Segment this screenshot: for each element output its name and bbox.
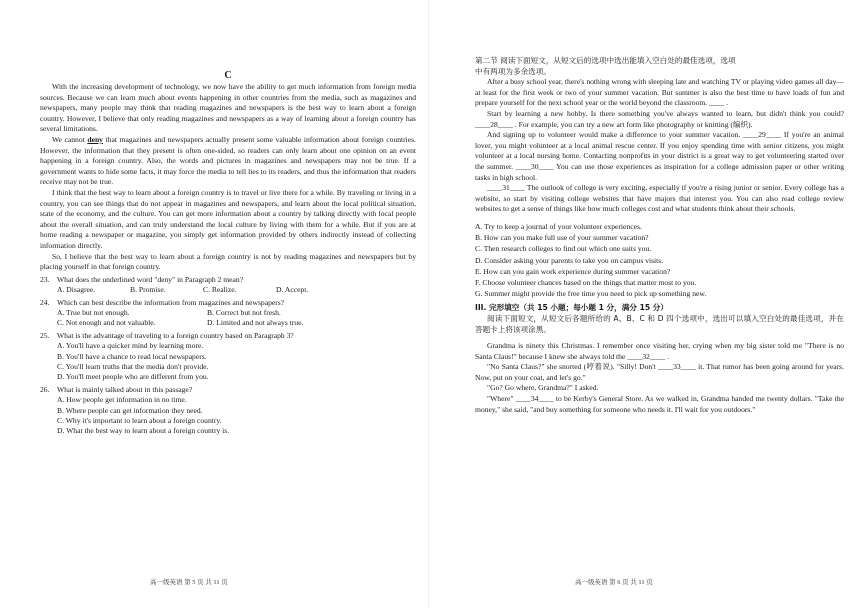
question-stem: What is mainly talked about in this passage? [57, 384, 193, 394]
section3-instructions: 阅读下面短文，从短文后各题所给的 A、B、C 和 D 四个选项中，选出可以填入空白处的最佳选项，并在答题卡上将该项涂黑。 [475, 313, 844, 334]
option-f: F. Choose volunteer chances based on the things that matter most to you. [475, 277, 697, 287]
option-c: C. You'll learn truths that the media don't provide. [57, 361, 209, 371]
page-footer: 高一级英语 第 5 页 共 11 页 [150, 579, 228, 586]
question-stem: Which can best describe the information from magazines and newspapers? [57, 297, 285, 307]
question-stem: What does the underlined word "deny" in Paragraph 2 mean? [57, 274, 244, 284]
answer-options [475, 221, 844, 299]
passage-paragraph-4: So, I believe that the best way to learn about a foreign country is not by reading magazines and newspapers but by placing yourself in that foreign country. [40, 251, 416, 272]
question-number: 26. [40, 384, 50, 394]
right-page [430, 0, 860, 608]
option-d: D. Limited and not always true. [207, 318, 304, 328]
passage-paragraph-3: I think that the best way to learn about a foreign country is to travel or live there for a while. By traveling or living in a country, you can see things that do not appear in magazines and newspapers, and learn about the local political situation, state of the economy, and the culture. You can get more information about a country by talking directly with local people about the overall situation, and can truly understand the local culture by living with them for a while. But if you are at home reading a newspaper or magazine, you simply get information provided by others indirectly instead of collecting information directly. [40, 187, 416, 250]
option-b: B. Correct but not fresh. [207, 307, 281, 317]
option-c: C. Why it's important to learn about a foreign country. [57, 415, 222, 425]
option-a: A. How people get information in no time. [57, 395, 187, 405]
question-number: 24. [40, 297, 50, 307]
underlined-word-deny: deny [87, 134, 103, 144]
page-footer: 高一级英语 第 6 页 共 11 页 [575, 579, 653, 586]
cloze-paragraph-4: "Where" ____34____ to be Kerby's General Store. As we walked in, Grandma handed me twenty dollars. "Take the money," she said, "and buy something for someone who needs it. I'll wait for you outdoors." [475, 394, 844, 414]
option-b: B. You'll have a chance to read local newspapers. [57, 351, 207, 361]
option-a: A. True but not enough. [57, 307, 130, 317]
option-b: B. Where people can get information they need. [57, 405, 203, 415]
p2-start: We cannot [52, 134, 88, 144]
option-b: B. Promise. [130, 285, 166, 295]
option-d: D. What the best way to learn about a foreign country is. [57, 426, 230, 436]
section-letter: C [224, 70, 232, 81]
reading-paragraph-2: Start by learning a new hobby. Is there something you've always wanted to learn, but didn't think you could? ____28____ . For example, you can try a new art form like photography or knitting (编织). [475, 108, 844, 129]
question-stem: What is the advantage of traveling to a foreign country based on Paragraph 3? [57, 330, 294, 340]
question-number: 23. [40, 274, 50, 284]
option-b: B. How can you make full use of your summer vacation? [475, 233, 649, 243]
option-a: A. Disagree. [57, 285, 96, 295]
reading-paragraph-3: And signing up to volunteer would make a difference to your summer vacation. ____29____ If you're an animal lover, you might volunteer at a local animal rescue center. If you enjoy spending time with senior citizens, you might volunteer at a local nursing home. Contacting nonprofits in your district is a great way to get volunteering started over the summer. ____30____ You can use those experiences as inspiration for a college admission paper or other writing tasks in high school. [475, 130, 844, 182]
question-24 [40, 298, 416, 329]
cloze-paragraph-1: Grandma is ninety this Christmas. I remember once visiting her, crying when my big sister told me "There is no Santa Claus!" because I knew she always told the ____32____ . [475, 341, 844, 361]
option-c: C. Realize. [203, 285, 237, 295]
option-e: E. How can you gain work experience during summer vacation? [475, 266, 671, 276]
section3-title: III. 完形填空（共 15 小题；每小题 1 分，满分 15 分） [475, 303, 668, 313]
option-a: A. Try to keep a journal of your volunteer experiences. [475, 221, 642, 231]
section2-heading-line1: 第二节 阅读下面短文，从短文后的选项中选出能填入空白处的最佳选项，选项 [475, 56, 736, 65]
reading-paragraph-4: ____31____ The outlook of college is very exciting, especially if you're a rising junior or senior. Every college has a website, so start by visiting college websites that have majors that interest you. You can also read college review websites to get a sense of things like how much colleges cost and what students think about their schools. [475, 183, 844, 214]
passage-paragraph-1: With the increasing development of technology, we now have the ability to get much information from foreign media sources. Because we can learn much about events happening in other countries from the media, such as magazines and newspapers, many people may think that reading magazines and newspapers is the best way to learn about a foreign country. However, I believe that only reading magazines and newspapers as a way of learning about a foreign country has several limitations. [40, 82, 416, 134]
option-g: G. Summer might provide the free time you need to pick up something new. [475, 289, 707, 299]
cloze-paragraph-3: "Go? Go where, Grandma?" I asked. [487, 383, 599, 393]
option-a: A. You'll have a quicker mind by learning more. [57, 341, 204, 351]
question-23 [40, 275, 416, 296]
p2-rest: that magazines and newspapers actually present some valuable information about foreign countries. However, the information that they present is often one-sided, so readers can only learn about one opinion on an event happening in a foreign country. Also, the words and pictures in magazines and newspapers may not be true. If a government wants to hide some facts, it may force the media to tell lies to its readers, and thus the information that readers receive may not be true. [40, 134, 417, 187]
question-26 [40, 385, 416, 437]
option-c: C. Then research colleges to find out which one suits you. [475, 244, 652, 254]
cloze-paragraph-2: "No Santa Claus?" she snorted (哼着说). "Silly! Don't ____33____ it. That rumor has been going around for years. Now, put on your coat, and let's go." [475, 362, 844, 382]
passage-paragraph-2 [40, 135, 416, 188]
question-number: 25. [40, 330, 50, 340]
option-d: D. Accept. [276, 285, 309, 295]
reading-paragraph-1: After a busy school year, there's nothing wrong with sleeping late and watching TV or playing video games all day—at least for the first week or two of your summer vacation. But summer is also the best time to have loads of fun and prepare yourself for the next school year or the world beyond the classroom. ____ . [475, 77, 844, 108]
option-d: D. Consider asking your parents to take you on campus visits. [475, 255, 664, 265]
option-c: C. Not enough and not valuable. [57, 318, 156, 328]
question-25 [40, 331, 416, 383]
section2-heading-line2: 中有两项为多余选项。 [475, 66, 551, 76]
option-d: D. You'll meet people who are different from you. [57, 372, 209, 382]
